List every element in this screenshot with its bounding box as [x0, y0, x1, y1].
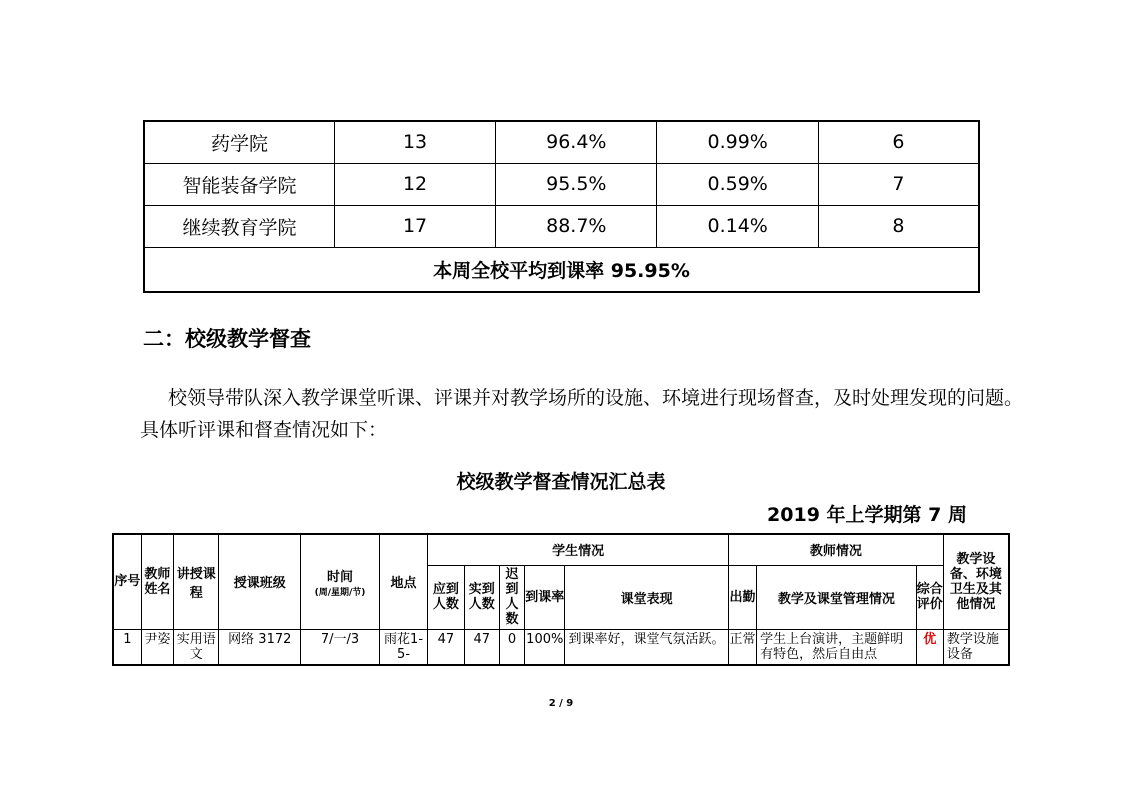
rate-cell: 88.7%: [496, 205, 657, 247]
performance-cell: 到课率好，课堂气氛活跃。: [565, 629, 728, 665]
student-header: 学生情况: [428, 534, 729, 565]
env-cell: 教学设施设备: [943, 629, 1009, 665]
rate-cell: 96.4%: [496, 121, 657, 163]
attend-header: 出勤: [728, 565, 756, 629]
teaching-cell: 学生上台演讲，主题鲜明有特色，然后自由点: [757, 629, 916, 665]
table-row: [144, 163, 979, 205]
paragraph-block: [140, 382, 1030, 446]
class-header: 授课班级: [219, 534, 301, 629]
attend-cell: 正常: [728, 629, 756, 665]
rate-cell: 100%: [525, 629, 565, 665]
overall-header: 综合评价: [916, 565, 943, 629]
count-cell: 17: [334, 205, 495, 247]
term-label: 2019 年上学期第 7 周: [767, 504, 967, 526]
late-cell: 0.59%: [657, 163, 818, 205]
actual-cell: 47: [464, 629, 499, 665]
env-header: 教学设备、环境卫生及其他情况: [943, 534, 1009, 629]
late-cell: 0.14%: [657, 205, 818, 247]
average-row: [144, 247, 979, 292]
attendance-table: [143, 120, 980, 293]
rate-header: 到课率: [525, 565, 565, 629]
paragraph-text: 校领导带队深入教学课堂听课、评课并对教学场所的设施、环境进行现场督查，及时处理发现的问题。具体听评课和督查情况如下：: [140, 387, 1024, 441]
actual-header: 实到人数: [464, 565, 499, 629]
rank-cell: 8: [818, 205, 979, 247]
table-row: [144, 121, 979, 163]
late-cell: 0: [499, 629, 524, 665]
late-header: 迟到人数: [499, 565, 524, 629]
summary-table: [112, 533, 1010, 666]
class-cell: 网络 3172: [219, 629, 301, 665]
section-heading: 二：校级教学督查: [143, 327, 311, 351]
seq-cell: 1: [113, 629, 141, 665]
teacher-info-header: 教师情况: [728, 534, 943, 565]
seq-header: 序号: [113, 534, 141, 629]
time-header-sub: (周/星期/节): [314, 587, 366, 598]
rank-cell: 6: [818, 121, 979, 163]
teaching-header: 教学及课堂管理情况: [757, 565, 916, 629]
table-row: [144, 205, 979, 247]
course-header: 讲授课程: [174, 534, 219, 629]
page-number: 2 / 9: [548, 698, 574, 709]
college-cell: 继续教育学院: [144, 205, 334, 247]
college-cell: 药学院: [144, 121, 334, 163]
count-cell: 12: [334, 163, 495, 205]
time-header: [301, 534, 380, 629]
place-header: 地点: [379, 534, 427, 629]
header-row: [113, 534, 1009, 565]
rank-cell: 7: [818, 163, 979, 205]
teacher-header: 教师姓名: [141, 534, 173, 629]
rate-cell: 95.5%: [496, 163, 657, 205]
teacher-cell: 尹姿: [141, 629, 173, 665]
table-row: [113, 629, 1009, 665]
performance-header: 课堂表现: [565, 565, 728, 629]
count-cell: 13: [334, 121, 495, 163]
average-cell: 本周全校平均到课率 95.95%: [144, 247, 979, 292]
late-cell: 0.99%: [657, 121, 818, 163]
time-cell: 7/一/3: [301, 629, 380, 665]
summary-title: 校级教学督查情况汇总表: [456, 471, 666, 493]
overall-cell: 优: [916, 629, 943, 665]
course-cell: 实用语文: [174, 629, 219, 665]
time-header-label: 时间: [326, 569, 353, 585]
college-cell: 智能装备学院: [144, 163, 334, 205]
place-cell: 雨花1-5-: [379, 629, 427, 665]
should-cell: 47: [428, 629, 464, 665]
should-header: 应到人数: [428, 565, 464, 629]
